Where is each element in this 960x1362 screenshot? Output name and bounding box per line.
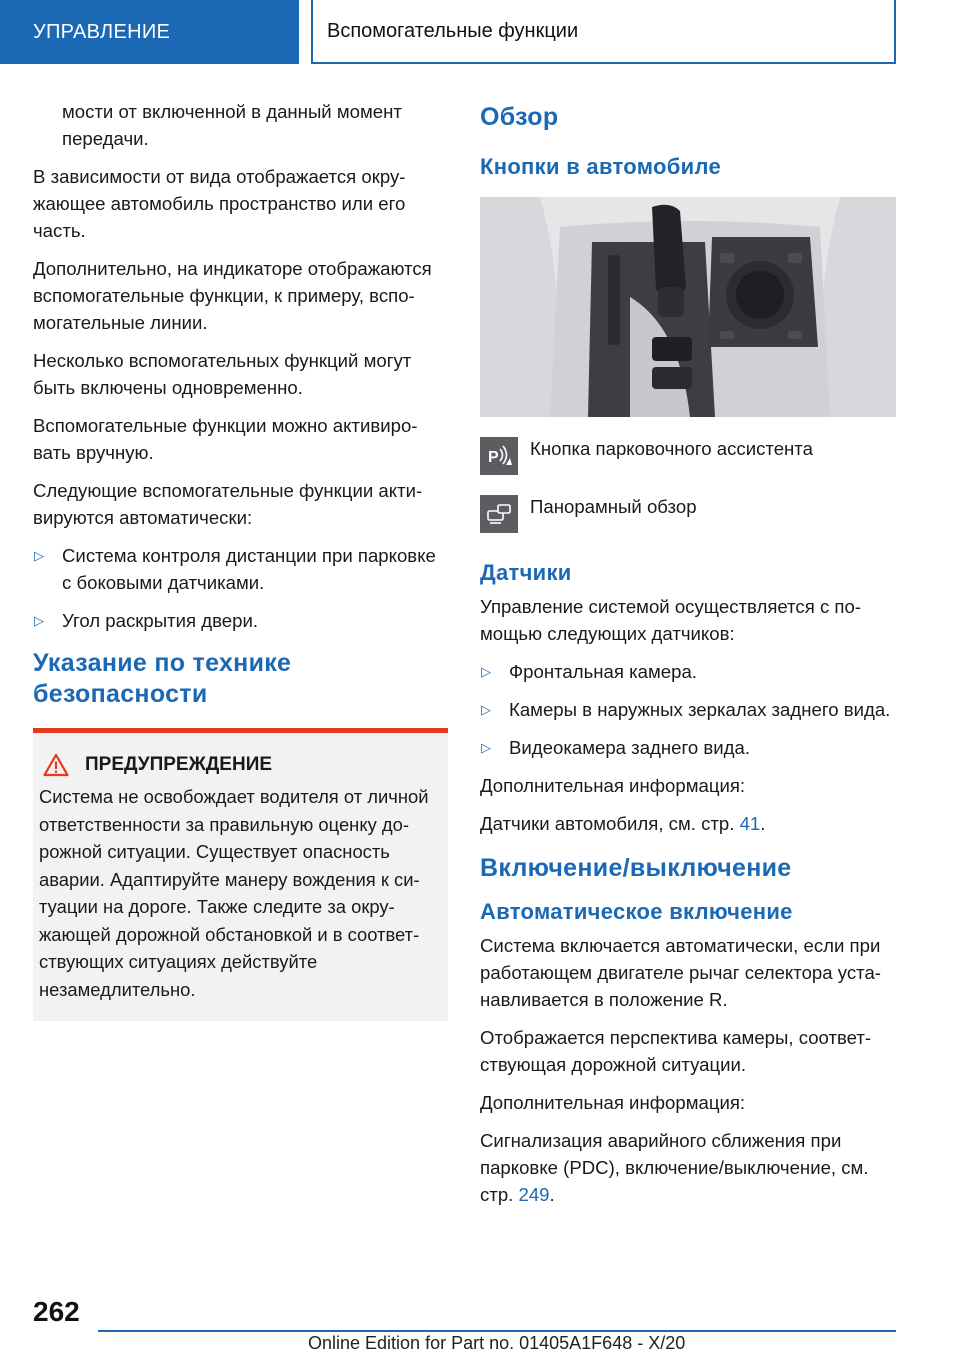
list-item: ▷ Видеокамера заднего вида. bbox=[480, 734, 898, 761]
paragraph: Отображается перспектива камеры, соответ-ствующая дорожной ситуации. bbox=[480, 1027, 872, 1075]
right-column bbox=[480, 98, 898, 1219]
warning-box bbox=[33, 728, 448, 1021]
triangle-bullet-icon: ▷ bbox=[34, 548, 44, 563]
footer-divider bbox=[98, 1330, 896, 1332]
list-item: ▷ Система контроля дистанции при парковке с боковыми датчиками. bbox=[33, 542, 448, 596]
overview-heading: Обзор bbox=[480, 103, 559, 131]
auto-functions-list bbox=[33, 542, 448, 634]
paragraph: Несколько вспомогательных функций могут быть включены одновременно. bbox=[33, 350, 412, 398]
continued-bullet-text: мости от включенной в данный момент передачи. bbox=[62, 101, 402, 149]
triangle-bullet-icon: ▷ bbox=[481, 664, 491, 679]
icon-item-label: Панорамный обзор bbox=[530, 496, 697, 517]
paragraph: Управление системой осуществляется с по-мощью следующих датчиков: bbox=[480, 596, 862, 644]
more-info-label: Дополнительная информация: bbox=[480, 775, 746, 796]
paragraph: Следующие вспомогательные функции акти-вируются автоматически: bbox=[33, 480, 423, 528]
icon-item-label: Кнопка парковочного ассистента bbox=[530, 438, 813, 459]
more-info-label: Дополнительная информация: bbox=[480, 1092, 746, 1113]
cross-reference: Сигнализация аварийного сближения при парковке (PDC), включение/выключение, см. стр. 249. bbox=[480, 1130, 869, 1205]
icon-item-surround-view bbox=[480, 495, 898, 533]
triangle-bullet-icon: ▷ bbox=[34, 613, 44, 628]
paragraph: Система включается автоматически, если при работающем двигателе рычаг селектора уста-навливается в положение R. bbox=[480, 935, 881, 1010]
center-console-illustration bbox=[480, 197, 896, 417]
cross-reference: Датчики автомобиля, см. стр. 41. bbox=[480, 813, 766, 834]
auto-heading: Автоматическое включение bbox=[480, 899, 793, 924]
triangle-bullet-icon: ▷ bbox=[481, 702, 491, 717]
paragraph: Дополнительно, на индикаторе отображаются вспомогательные функции, к примеру, вспо-могательные линии. bbox=[33, 258, 432, 333]
surround-view-button-icon bbox=[480, 495, 518, 533]
icon-item-park-assist bbox=[480, 437, 898, 475]
warning-title: ПРЕДУПРЕЖДЕНИЕ bbox=[39, 753, 440, 777]
sensors-heading: Датчики bbox=[480, 560, 572, 585]
list-item: ▷ Камеры в наружных зеркалах заднего вида. bbox=[480, 696, 898, 723]
page-link[interactable]: 249 bbox=[518, 1184, 550, 1205]
chapter-title: Вспомогательные функции bbox=[311, 0, 896, 64]
list-item: ▷ Фронтальная камера. bbox=[480, 658, 898, 685]
left-column bbox=[33, 98, 448, 1021]
paragraph: В зависимости от вида отображается окру-жающее автомобиль пространство или его часть. bbox=[33, 166, 406, 241]
center-console-photo bbox=[480, 197, 896, 417]
onoff-heading: Включение/выключение bbox=[480, 854, 792, 882]
sensors-list bbox=[480, 658, 898, 761]
page-link[interactable]: 41 bbox=[739, 813, 761, 834]
buttons-heading: Кнопки в автомобиле bbox=[480, 154, 721, 179]
list-item: ▷ Угол раскрытия двери. bbox=[33, 607, 448, 634]
warning-text: Система не освобождает водителя от личной ответственности за правильную оценку до-рожной ситуации. Существует опасность аварии. Адаптируйте манеру вождения к си-туации на дороге. Также следите за окру-жающей дорожной обстановкой и в соответ-ствующих ситуациях действуйте незамедлительно. bbox=[39, 786, 429, 1000]
section-tab[interactable]: УПРАВЛЕНИЕ bbox=[0, 0, 299, 64]
triangle-bullet-icon: ▷ bbox=[481, 740, 491, 755]
footer-edition: Online Edition for Part no. 01405A1F648 - X/20 bbox=[308, 1333, 686, 1353]
svg-text:P: P bbox=[488, 449, 499, 466]
safety-heading: Указание по технике безопасности bbox=[33, 649, 292, 708]
page-number: 262 bbox=[33, 1296, 80, 1327]
paragraph: Вспомогательные функции можно активиро-вать вручную. bbox=[33, 415, 418, 463]
warning-triangle-icon bbox=[43, 753, 69, 777]
park-assist-button-icon bbox=[480, 437, 518, 475]
